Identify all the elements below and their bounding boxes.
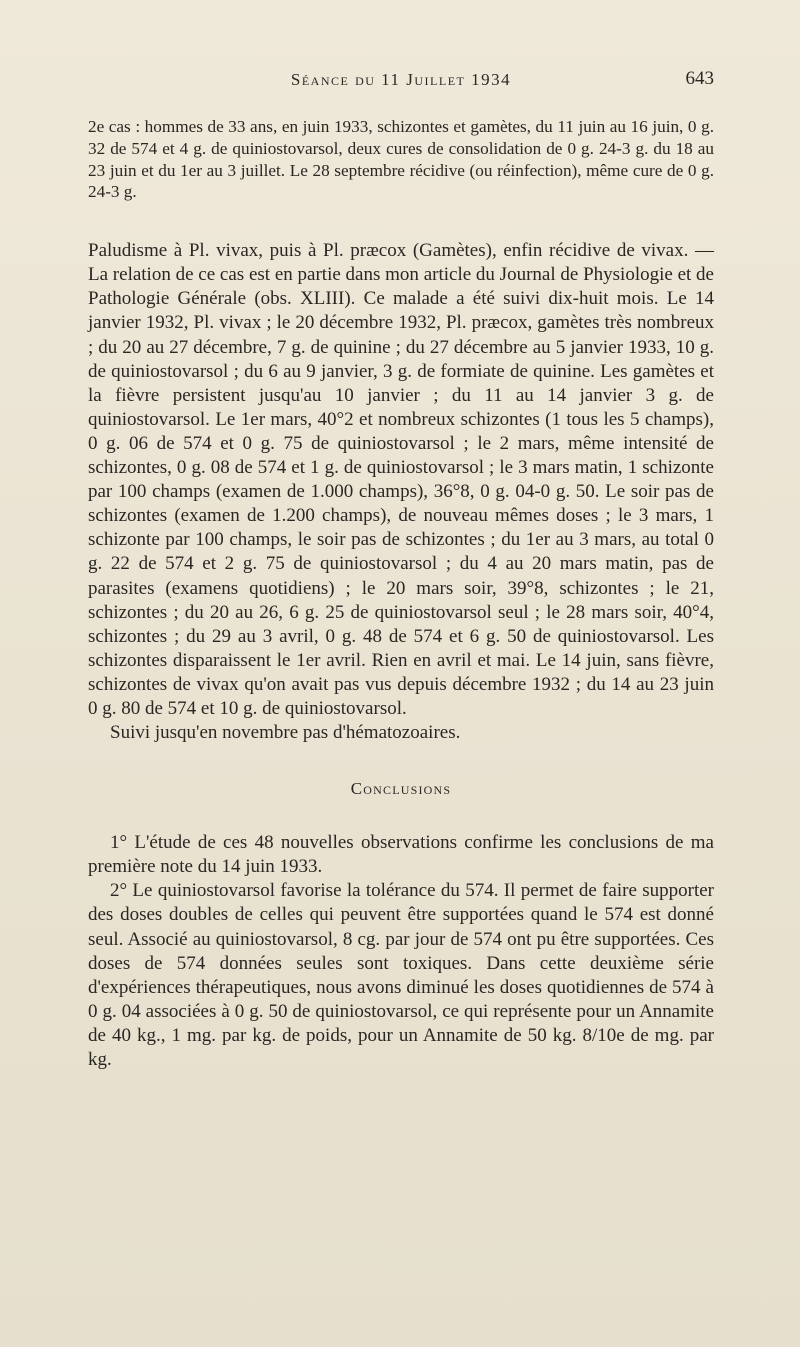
conclusion-item-2: 2° Le quiniostovarsol favorise la tolérance du 574. Il permet de faire supporter des doses doubles de celles qui peuvent être supportées quand le 574 est donné seul. Associé au quiniostovarsol, 8 cg. par jour de 574 ont pu être supportées. Ces doses de 574 données seules sont toxiques. Dans cette deuxième série d'expériences thérapeutiques, nous avons diminué les doses quotidiennes de 574 à 0 g. 04 associées à 0 g. 50 de quiniostovarsol, ce qui représente pour un Annamite de 40 kg., 1 mg. par kg. de poids, pour un Annamite de 50 kg. 8/10e de mg. par kg. <box>88 880 714 1070</box>
body-text <box>88 116 714 1072</box>
running-head: Séance du 11 Juillet 1934 <box>290 70 512 89</box>
paragraph-gap <box>88 203 714 239</box>
page-header <box>88 66 714 96</box>
conclusion-item-1: 1° L'étude de ces 48 nouvelles observations confirme les conclusions de ma première note du 14 juin 1933. <box>88 832 714 878</box>
paragraph-case-2: 2e cas : hommes de 33 ans, en juin 1933, schizontes et gamètes, du 11 juin au 16 juin, 0 g. 32 de 574 et 4 g. de quiniostovarsol, deux cures de consolidation de 0 g. 24-3 g. du 18 au 23 juin et du 1er au 3 juillet. Le 28 septembre récidive (ou réinfection), même cure de 0 g. 24-3 g. <box>88 117 714 202</box>
page-number: 643 <box>685 68 714 89</box>
paragraph-paludisme: Paludisme à Pl. vivax, puis à Pl. præcox (Gamètes), enfin récidive de vivax. — La relation de ce cas est en partie dans mon article du Journal de Physiologie et de Pathologie Générale (obs. XLIII). Ce malade a été suivi dix-huit mois. Le 14 janvier 1932, Pl. vivax ; le 20 décembre 1932, Pl. præcox, gamètes très nombreux ; du 20 au 27 décembre, 7 g. de quinine ; du 27 décembre au 5 janvier 1933, 10 g. de quiniostovarsol ; du 6 au 9 janvier, 3 g. de formiate de quinine. Les gamètes et la fièvre persistent jusqu'au 10 janvier ; du 11 au 14 janvier 3 g. de quiniostovarsol. Le 1er mars, 40°2 et nombreux schizontes (1 tous les 5 champs), 0 g. 06 de 574 et 0 g. 75 de quiniostovarsol ; le 2 mars, même intensité de schizontes, 0 g. 08 de 574 et 1 g. de quiniostovarsol ; le 3 mars matin, 1 schizonte par 100 champs (examen de 1.000 champs), 36°8, 0 g. 04-0 g. 50. Le soir pas de schizontes (examen de 1.200 champs), de nouveau mêmes doses ; le 3 mars, 1 schizonte par 100 champs, le soir pas de schizontes ; du 1er au 3 mars, au total 0 g. 22 de 574 et 2 g. 75 de quiniostovarsol ; du 4 au 20 mars matin, pas de parasites (examens quotidiens) ; le 20 mars soir, 39°8, schizontes ; le 21, schizontes ; du 20 au 26, 6 g. 25 de quiniostovarsol seul ; le 28 mars soir, 40°4, schizontes ; du 29 au 3 avril, 0 g. 48 de 574 et 6 g. 50 de quiniostovarsol. Les schizontes disparaissent le 1er avril. Rien en avril et mai. Le 14 juin, sans fièvre, schizontes de vivax qu'on avait pas vus depuis décembre 1932 ; du 14 au 23 juin 0 g. 80 de 574 et 10 g. de quiniostovarsol. <box>88 240 714 719</box>
paragraph-suivi: Suivi jusqu'en novembre pas d'hématozoaires. <box>110 722 461 744</box>
section-title-conclusions: Conclusions <box>350 779 452 799</box>
